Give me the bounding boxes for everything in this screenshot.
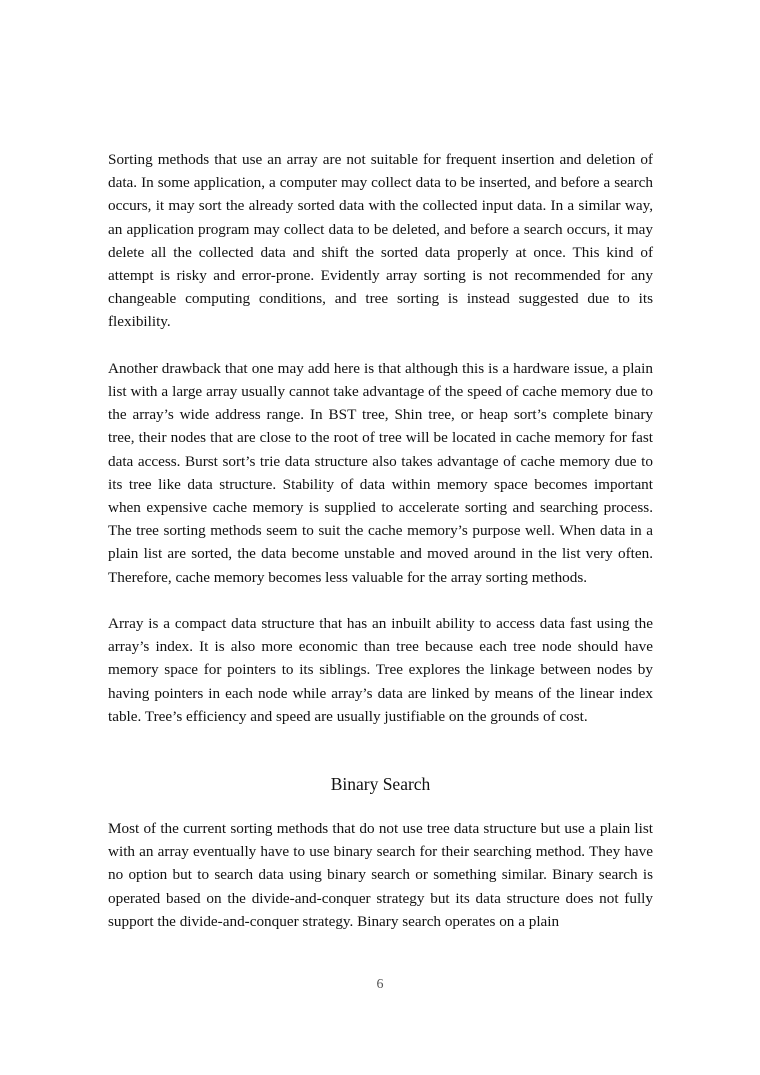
paragraph-cache-memory-drawback: Another drawback that one may add here is that although this is a hardware issue, a plain list with a large array usually cannot take advantage of the speed of cache memory due to the array’s wide address range. In BST tree, Shin tree, or heap sort’s complete binary tree, their nodes that are close to the root of tree will be located in cache memory for fast data access. Burst sort’s trie data structure also takes advantage of cache memory due to its tree like data structure. Stability of data within memory space becomes important when expensive cache memory is supplied to accelerate sorting and searching process. The tree sorting methods seem to suit the cache memory’s purpose well. When data in a plain list are sorted, the data become unstable and moved around in the list very often. Therefore, cache memory becomes less valuable for the array sorting methods. <box>108 359 653 586</box>
page-number: 6 <box>376 977 384 992</box>
page-content <box>108 148 653 956</box>
paragraph-array-sorting-limitations: Sorting methods that use an array are not suitable for frequent insertion and deletion of data. In some application, a computer may collect data to be inserted, and before a search occurs, it may sort the already sorted data with the collected input data. In a similar way, an application program may collect data to be deleted, and before a search occurs, it may delete all the collected data and shift the sorted data properly at once. This kind of attempt is risky and error-prone. Evidently array sorting is not recommended for any changeable computing conditions, and tree sorting is instead suggested due to its flexibility. <box>108 151 653 331</box>
section-heading-binary-search: Binary Search <box>330 774 431 795</box>
paragraph-binary-search-intro: Most of the current sorting methods that do not use tree data structure but use a plain list with an array eventually have to use binary search for their searching method. They have no option but to search data using binary search or something similar. Binary search is operated based on the divide-and-conquer strategy but its data structure does not fully support the divide-and-conquer strategy. Binary search operates on a plain <box>108 820 653 930</box>
paragraph-array-compactness: Array is a compact data structure that has an inbuilt ability to access data fast using the array’s index. It is also more economic than tree because each tree node should have memory space for pointers to its siblings. Tree explores the linkage between nodes by having pointers in each node while array’s data are linked by means of the linear index table. Tree’s efficiency and speed are usually justifiable on the grounds of cost. <box>108 615 653 725</box>
